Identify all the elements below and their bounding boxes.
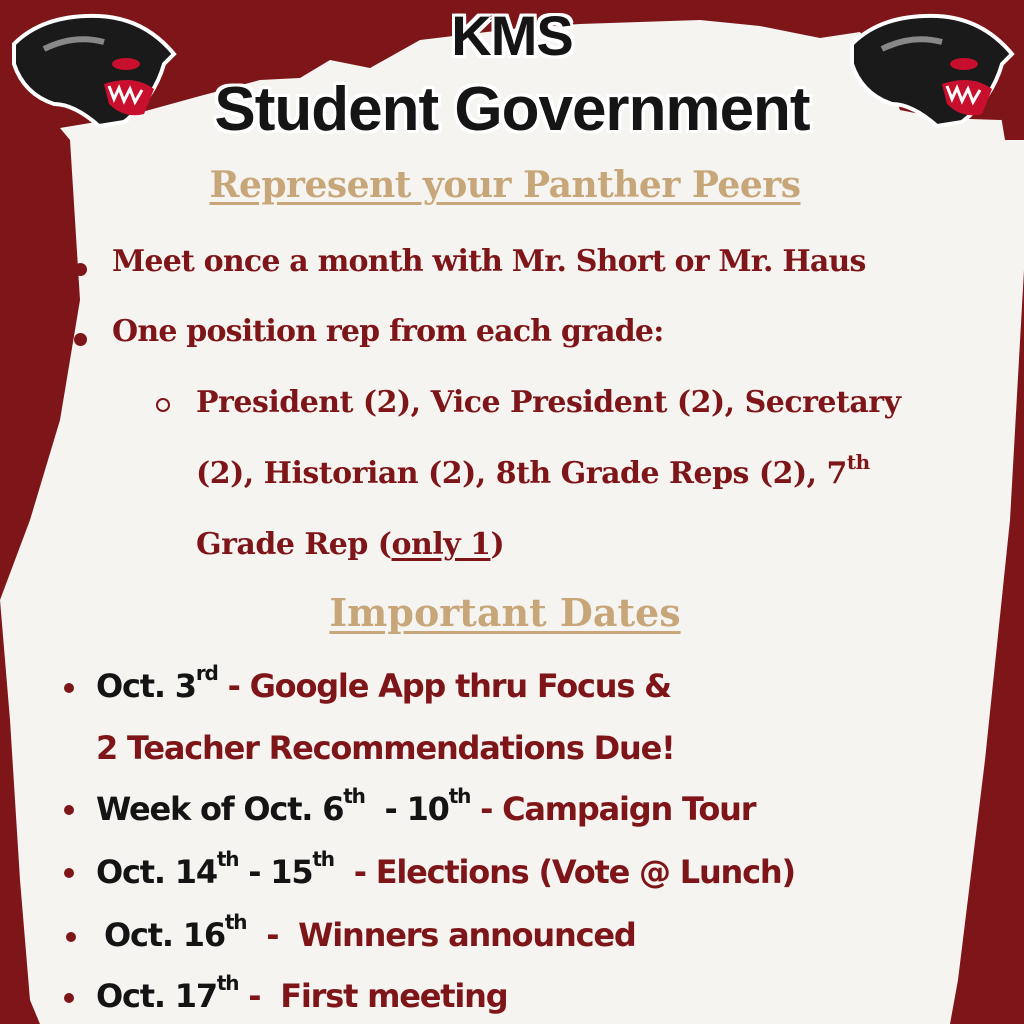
bullet-dot	[74, 333, 87, 346]
date-row-first-meeting: Oct. 17th - First meeting	[96, 971, 508, 1015]
positions-line-1: President (2), Vice President (2), Secretary	[196, 385, 901, 420]
title-student-government: Student Government	[214, 75, 810, 144]
bullet-dot	[64, 683, 74, 693]
bullet-meet-monthly: Meet once a month with Mr. Short or Mr. Haus	[112, 244, 866, 279]
bullet-dot	[64, 993, 74, 1003]
date-row-elections: Oct. 14th - 15th - Elections (Vote @ Lunch)	[96, 847, 795, 891]
title-kms: KMS	[451, 4, 573, 67]
bullet-dot	[64, 805, 74, 815]
date-row-google-app-continued: 2 Teacher Recommendations Due!	[96, 729, 675, 767]
sub-bullet-circle	[156, 398, 170, 412]
bullet-dot	[66, 932, 76, 942]
bullet-position-rep: One position rep from each grade:	[112, 314, 664, 349]
bullet-dot	[74, 263, 87, 276]
date-row-google-app: Oct. 3rd - Google App thru Focus &	[96, 661, 671, 705]
section-heading-important-dates: Important Dates	[329, 590, 681, 635]
date-row-campaign-tour: Week of Oct. 6th - 10th - Campaign Tour	[96, 784, 756, 828]
positions-line-2: (2), Historian (2), 8th Grade Reps (2), 7th	[196, 450, 870, 491]
section-heading-represent: Represent your Panther Peers	[209, 164, 801, 206]
date-row-winners: Oct. 16th - Winners announced	[104, 910, 636, 954]
bullet-dot	[64, 868, 74, 878]
positions-line-3: Grade Rep (only 1)	[196, 527, 505, 562]
